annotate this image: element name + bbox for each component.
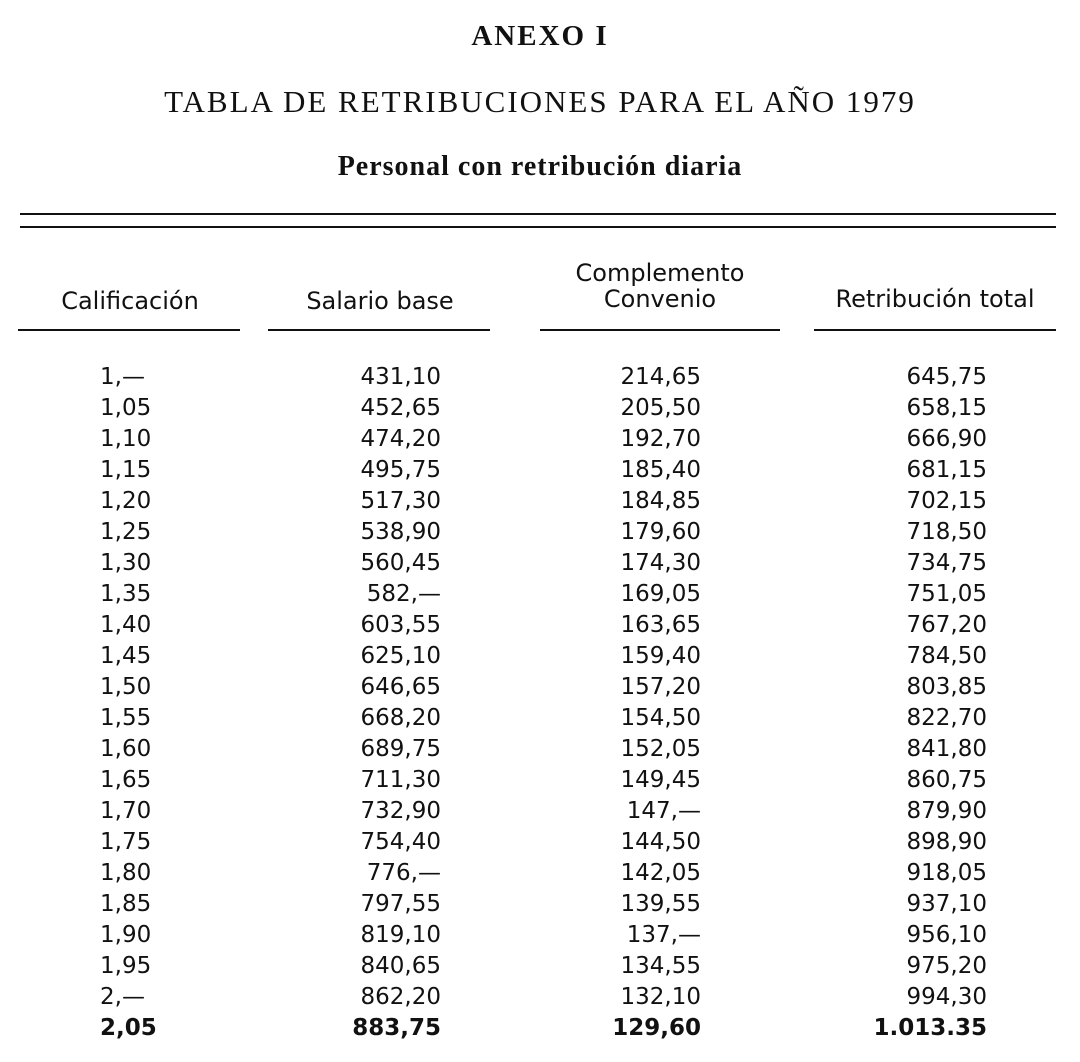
cell-retribucion-total: 841,80 xyxy=(906,736,987,762)
cell-complemento: 185,40 xyxy=(620,457,701,483)
cell-retribucion-total: 702,15 xyxy=(906,488,987,514)
cell-retribucion-total: 879,90 xyxy=(906,798,987,824)
cell-salario-base: 474,20 xyxy=(360,426,441,452)
cell-retribucion-total: 898,90 xyxy=(906,829,987,855)
cell-complemento: 169,05 xyxy=(620,581,701,607)
cell-salario-base: 711,30 xyxy=(360,767,441,793)
header-complemento-convenio xyxy=(540,261,780,313)
cell-calificacion: 2,— xyxy=(100,984,145,1010)
cell-complemento: 134,55 xyxy=(620,953,701,979)
cell-salario-base: 538,90 xyxy=(360,519,441,545)
cell-retribucion-total: 666,90 xyxy=(906,426,987,452)
cell-calificacion: 1,60 xyxy=(100,736,152,762)
header-underline-calificacion xyxy=(18,329,240,331)
cell-calificacion: 1,50 xyxy=(100,674,152,700)
cell-retribucion-total: 860,75 xyxy=(906,767,987,793)
cell-retribucion-total: 751,05 xyxy=(906,581,987,607)
column-retribucion-total xyxy=(820,362,987,1044)
header-underline-complemento xyxy=(540,329,780,331)
table-title: TABLA DE RETRIBUCIONES PARA EL AÑO 1979 xyxy=(164,84,916,119)
cell-calificacion: 1,65 xyxy=(100,767,152,793)
header-retribucion-total: Retribución total xyxy=(835,285,1035,313)
cell-salario-base: 517,30 xyxy=(360,488,441,514)
cell-calificacion: 1,25 xyxy=(100,519,152,545)
double-rule-bottom xyxy=(20,226,1056,228)
cell-calificacion: 1,75 xyxy=(100,829,152,855)
cell-salario-base: 603,55 xyxy=(360,612,441,638)
cell-complemento: 192,70 xyxy=(620,426,701,452)
cell-retribucion-total: 822,70 xyxy=(906,705,987,731)
cell-retribucion-total: 918,05 xyxy=(906,860,987,886)
cell-complemento: 157,20 xyxy=(620,674,701,700)
cell-salario-base: 560,45 xyxy=(360,550,441,576)
cell-salario-base: 689,75 xyxy=(360,736,441,762)
cell-calificacion: 1,05 xyxy=(100,395,152,421)
cell-calificacion: 1,95 xyxy=(100,953,152,979)
cell-retribucion-total: 803,85 xyxy=(906,674,987,700)
cell-retribucion-total: 767,20 xyxy=(906,612,987,638)
cell-salario-base: 819,10 xyxy=(360,922,441,948)
cell-calificacion: 1,55 xyxy=(100,705,152,731)
header-complemento-line2: Convenio xyxy=(603,284,717,313)
header-complemento-line1: Complemento xyxy=(575,259,745,287)
cell-salario-base: 840,65 xyxy=(360,953,441,979)
cell-complemento: 163,65 xyxy=(620,612,701,638)
cell-complemento: 174,30 xyxy=(620,550,701,576)
cell-calificacion: 1,30 xyxy=(100,550,152,576)
cell-retribucion-total: 645,75 xyxy=(906,364,987,390)
cell-complemento: 137,— xyxy=(626,922,701,948)
cell-retribucion-total: 734,75 xyxy=(906,550,987,576)
cell-complemento: 142,05 xyxy=(620,860,701,886)
cell-calificacion: 1,20 xyxy=(100,488,152,514)
annex-heading: ANEXO I xyxy=(471,20,609,52)
cell-retribucion-total: 658,15 xyxy=(906,395,987,421)
cell-salario-base: 776,— xyxy=(366,860,441,886)
cell-salario-base: 754,40 xyxy=(360,829,441,855)
cell-salario-base: 431,10 xyxy=(360,364,441,390)
cell-salario-base: 862,20 xyxy=(360,984,441,1010)
cell-complemento: 132,10 xyxy=(620,984,701,1010)
header-underline-salario xyxy=(268,329,490,331)
cell-retribucion-total: 975,20 xyxy=(906,953,987,979)
cell-calificacion: 2,05 xyxy=(100,1015,157,1041)
cell-complemento: 159,40 xyxy=(620,643,701,669)
header-underline-retribucion xyxy=(814,329,1056,331)
cell-calificacion: 1,90 xyxy=(100,922,152,948)
double-rule-top xyxy=(20,213,1056,215)
cell-calificacion: 1,10 xyxy=(100,426,152,452)
cell-salario-base: 646,65 xyxy=(360,674,441,700)
cell-salario-base: 582,— xyxy=(366,581,441,607)
cell-complemento: 144,50 xyxy=(620,829,701,855)
cell-complemento: 214,65 xyxy=(620,364,701,390)
column-salario-base xyxy=(300,362,441,1044)
cell-complemento: 129,60 xyxy=(612,1015,701,1041)
cell-retribucion-total: 937,10 xyxy=(906,891,987,917)
cell-salario-base: 452,65 xyxy=(360,395,441,421)
cell-complemento: 154,50 xyxy=(620,705,701,731)
cell-salario-base: 625,10 xyxy=(360,643,441,669)
cell-complemento: 149,45 xyxy=(620,767,701,793)
cell-calificacion: 1,— xyxy=(100,364,145,390)
column-calificacion xyxy=(100,362,220,1044)
cell-calificacion: 1,45 xyxy=(100,643,152,669)
header-calificacion: Calificación xyxy=(61,287,199,315)
cell-complemento: 179,60 xyxy=(620,519,701,545)
cell-salario-base: 668,20 xyxy=(360,705,441,731)
cell-complemento: 139,55 xyxy=(620,891,701,917)
cell-salario-base: 797,55 xyxy=(360,891,441,917)
cell-retribucion-total: 956,10 xyxy=(906,922,987,948)
cell-calificacion: 1,15 xyxy=(100,457,152,483)
cell-salario-base: 495,75 xyxy=(360,457,441,483)
column-complemento xyxy=(560,362,701,1044)
cell-retribucion-total: 681,15 xyxy=(906,457,987,483)
cell-retribucion-total: 994,30 xyxy=(906,984,987,1010)
cell-retribucion-total: 718,50 xyxy=(906,519,987,545)
cell-retribucion-total: 784,50 xyxy=(906,643,987,669)
header-salario-base: Salario base xyxy=(306,287,454,315)
cell-complemento: 184,85 xyxy=(620,488,701,514)
cell-calificacion: 1,80 xyxy=(100,860,152,886)
cell-retribucion-total: 1.013.35 xyxy=(873,1015,987,1041)
cell-salario-base: 883,75 xyxy=(352,1015,441,1041)
cell-complemento: 147,— xyxy=(626,798,701,824)
cell-complemento: 152,05 xyxy=(620,736,701,762)
cell-calificacion: 1,35 xyxy=(100,581,152,607)
cell-calificacion: 1,40 xyxy=(100,612,152,638)
table-subtitle: Personal con retribución diaria xyxy=(337,151,743,182)
cell-complemento: 205,50 xyxy=(620,395,701,421)
cell-calificacion: 1,70 xyxy=(100,798,152,824)
cell-salario-base: 732,90 xyxy=(360,798,441,824)
cell-calificacion: 1,85 xyxy=(100,891,152,917)
